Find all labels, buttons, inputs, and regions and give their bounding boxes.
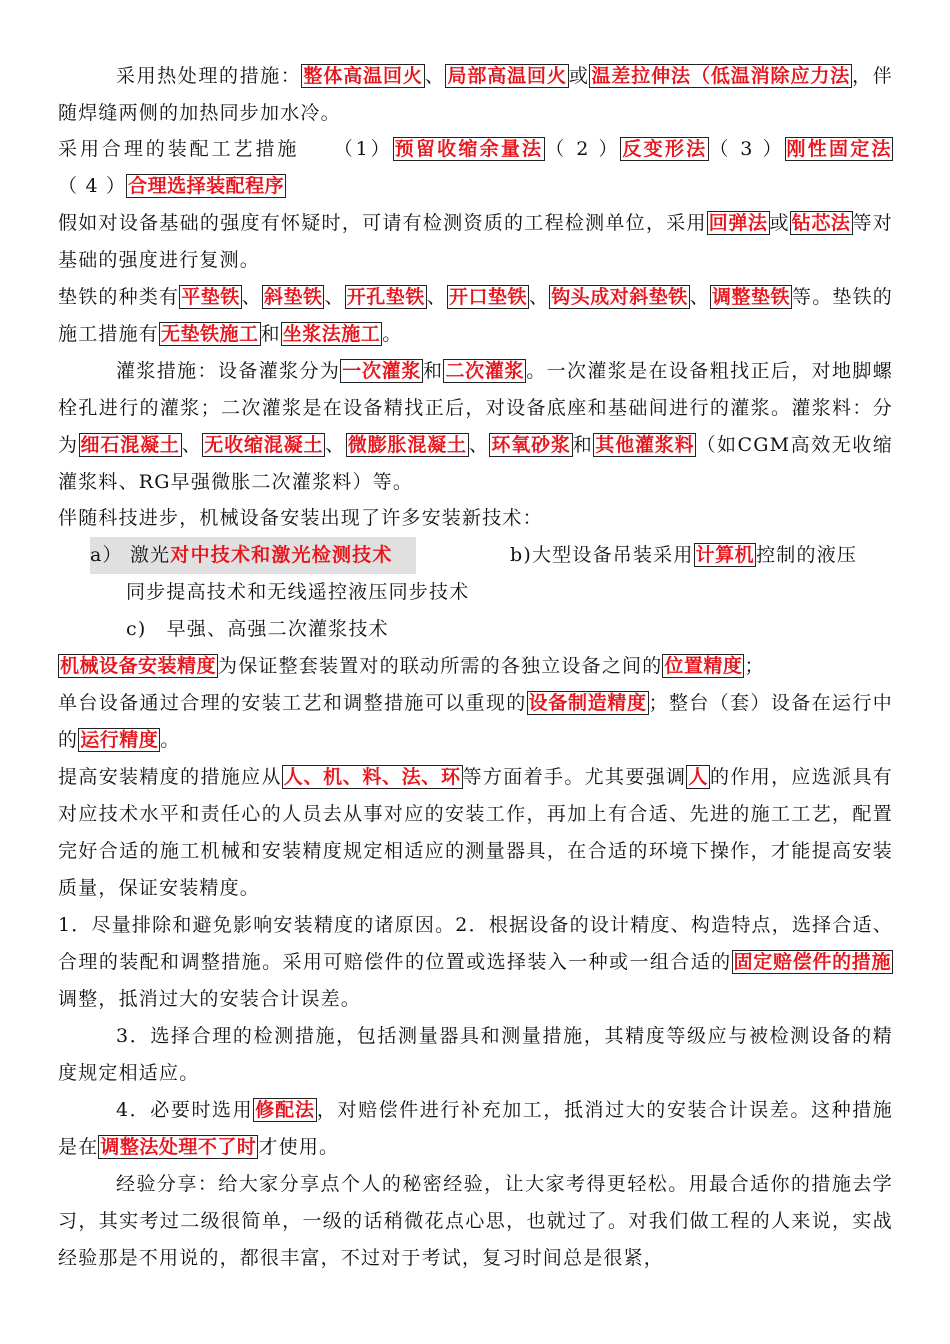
highlight: 固定赔偿件的措施 — [733, 951, 891, 973]
highlight: 对中技术和激光检测技术 — [170, 544, 393, 566]
text: 假如对设备基础的强度有怀疑时，可请有检测资质的工程检测单位，采用 — [58, 212, 707, 234]
text: 、 — [689, 286, 710, 308]
highlight: 运行精度 — [80, 729, 159, 751]
text: 的作用，应选派具有对应技术水平和责任心的人员去从事对应的安装工作，再加上有合适、先进的施工工艺，配置完好合适的施工机械和安装精度规定相适应的测量器具，在合适的环境下操作，才能提高安装质量，保证安装精度。 — [58, 766, 893, 899]
text: 、 — [324, 286, 345, 308]
highlight: 无垫铁施工 — [161, 323, 259, 345]
paragraph-install-precision — [58, 648, 893, 685]
text: ； — [744, 655, 765, 677]
highlight: 调整法处理不了时 — [100, 1136, 257, 1158]
highlight: 设备制造精度 — [528, 692, 647, 714]
text: 伴随科技进步，机械设备安装出现了许多安装新技术： — [58, 507, 543, 529]
text: （ 2 ） — [545, 138, 621, 160]
paragraph-assembly-process — [58, 131, 893, 205]
paragraph-step-3 — [58, 1018, 893, 1092]
list-item-a — [90, 537, 416, 574]
highlight: 合理选择装配程序 — [128, 175, 285, 197]
text: 和 — [572, 434, 594, 456]
highlight: 开孔垫铁 — [346, 286, 425, 308]
text: （ 3 ） — [709, 138, 785, 160]
text: 提高安装精度的措施应从 — [58, 766, 282, 788]
text: 、 — [241, 286, 262, 308]
text: 垫铁的种类有 — [58, 286, 180, 308]
text: 经验分享：给大家分享点个人的秘密经验，让大家考得更轻松。用最合适你的措施去学习，其实考过二级很简单，一级的话稍微花点心思，也就过了。对我们做工程的人来说，实战经验那是不用说的，都很丰富，不过对于考试，复习时间总是很紧， — [58, 1173, 893, 1269]
highlight: 回弹法 — [708, 212, 768, 234]
highlight: 人 — [688, 766, 709, 788]
paragraph-experience — [58, 1166, 893, 1277]
highlight: 钻芯法 — [791, 212, 851, 234]
paragraph-step-4 — [58, 1092, 893, 1166]
text: 、 — [528, 286, 550, 308]
paragraph-improve-precision — [58, 759, 893, 907]
paragraph-grouting — [58, 353, 893, 501]
text: 单台设备通过合理的安装工艺和调整措施可以重现的 — [58, 692, 527, 714]
highlight: 修配法 — [255, 1099, 315, 1121]
text: 控制的液压 — [756, 544, 858, 566]
list-item-b-cont — [126, 574, 469, 611]
paragraph-steps-1-2 — [58, 907, 893, 1018]
highlight: 平垫铁 — [181, 286, 240, 308]
text: 采用热处理的措施： — [116, 65, 302, 87]
text: 或 — [769, 212, 790, 234]
text: 、 — [181, 434, 203, 456]
text: 。 — [160, 729, 181, 751]
paragraph-shim-types — [58, 279, 893, 353]
paragraph-new-tech-intro — [58, 500, 893, 537]
text: 、 — [426, 286, 447, 308]
highlight: 机械设备安装精度 — [60, 655, 217, 677]
highlight: 调整垫铁 — [711, 286, 790, 308]
text: 灌浆措施：设备灌浆分为 — [116, 360, 341, 382]
highlight: 细石混凝土 — [80, 434, 180, 456]
text: 为保证整套装置对的联动所需的各独立设备之间的 — [218, 655, 663, 677]
text: （ 4 ） — [58, 175, 127, 197]
paragraph-single-device — [58, 685, 893, 759]
highlight: 二次灌浆 — [445, 360, 525, 382]
text: 和 — [423, 360, 444, 382]
highlight: 温差拉伸法（低温消除应力法 — [591, 65, 851, 87]
text: 和 — [260, 323, 281, 345]
text: 同步提高技术和无线遥控液压同步技术 — [126, 581, 470, 603]
text: 采用合理的装配工艺措施 （1） — [58, 138, 393, 160]
highlight: 钩头成对斜垫铁 — [551, 286, 688, 308]
text: 等方面着手。尤其要强调 — [462, 766, 687, 788]
text: ；整台（套）设备在运行中的 — [58, 692, 893, 751]
text: 3．选择合理的检测措施，包括测量器具和测量措施，其精度等级应与被检测设备的精度规定相适应。 — [58, 1025, 893, 1084]
highlight: 其他灌浆料 — [595, 434, 695, 456]
highlight: 开口垫铁 — [448, 286, 527, 308]
highlight: 斜垫铁 — [263, 286, 323, 308]
highlight: 计算机 — [695, 544, 755, 566]
highlight: 坐浆法施工 — [282, 323, 381, 345]
text: 、 — [424, 65, 446, 87]
text: （如CGM高效无收缩灌浆料、RG早强微胀二次灌浆料）等。 — [58, 434, 894, 493]
text: 。 — [382, 323, 403, 345]
text: 、 — [325, 434, 346, 456]
text: 4．必要时选用 — [116, 1099, 254, 1121]
text: c) 早强、高强二次灌浆技术 — [126, 618, 389, 640]
text: ，对赔偿件进行补充加工，抵消过大的安装合计误差。这种措施是在 — [58, 1099, 893, 1158]
text: 调整，抵消过大的安装合计误差。 — [58, 988, 362, 1010]
highlight: 整体高温回火 — [303, 65, 423, 87]
highlight: 无收缩混凝土 — [204, 434, 324, 456]
highlight: 人、机、料、法、环 — [283, 766, 461, 788]
text: a） 激光 — [90, 544, 171, 566]
text: 等。垫铁的施工措施有 — [58, 286, 894, 345]
highlight: 反变形法 — [622, 138, 708, 160]
highlight: 位置精度 — [664, 655, 743, 677]
text: 1．尽量排除和避免影响安装精度的诸原因。2．根据设备的设计精度、构造特点，选择合适、合理的装配和调整措施。采用可赔偿件的位置或选择装入一种或一组合适的 — [58, 914, 893, 973]
text: ，伴随焊缝两侧的加热同步加水冷。 — [58, 65, 893, 124]
text: 才使用。 — [258, 1136, 340, 1158]
highlight: 一次灌浆 — [342, 360, 422, 382]
text: 等对基础的强度进行复测。 — [58, 212, 893, 271]
text: 。一次灌浆是在设备粗找正后，对地脚螺栓孔进行的灌浆；二次灌浆是在设备精找正后，对设备底座和基础间进行的灌浆。灌浆料：分为 — [58, 360, 893, 456]
text: b)大型设备吊装采用 — [510, 544, 694, 566]
text: 、 — [468, 434, 490, 456]
paragraph-heat-treatment — [58, 58, 893, 132]
highlight: 微膨胀混凝土 — [347, 434, 467, 456]
highlight: 预留收缩余量法 — [394, 138, 544, 160]
text: 或 — [568, 65, 590, 87]
highlight: 环氧砂浆 — [491, 434, 571, 456]
paragraph-foundation-strength — [58, 205, 893, 279]
highlight: 刚性固定法 — [786, 138, 891, 160]
highlight: 局部高温回火 — [447, 65, 567, 87]
list-item-b — [510, 537, 857, 574]
list-item-c — [126, 611, 389, 648]
